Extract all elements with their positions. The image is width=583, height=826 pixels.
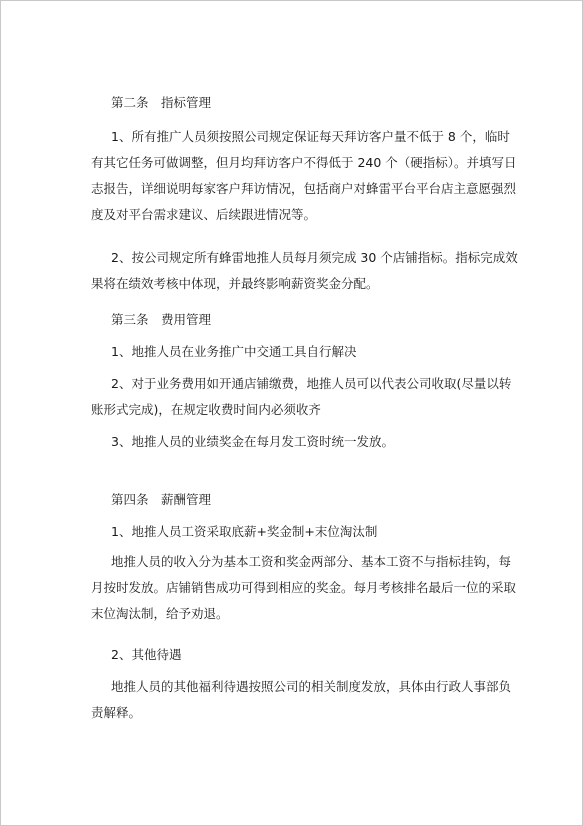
text-line: 地推人员的其他福利待遇按照公司的相关制度发放，具体由行政人事部负 bbox=[111, 679, 512, 694]
paragraph-store-quota bbox=[91, 245, 518, 297]
text-line: 1、地推人员在业务推广中交通工具自行解决 bbox=[111, 344, 357, 359]
paragraph-salary-structure bbox=[91, 519, 496, 545]
text-line: 账形式完成)，在规定收费时间内必须收齐 bbox=[91, 402, 321, 417]
text-line: 地推人员的收入分为基本工资和奖金两部分、基本工资不与指标挂钩，每 bbox=[111, 554, 512, 569]
section-heading-compensation-management: 第四条 薪酬管理 bbox=[111, 492, 212, 507]
text-line: 志报告，详细说明每家客户拜访情况，包括商户对蜂雷平台平台店主意愿强烈 bbox=[91, 181, 517, 196]
paragraph-other-benefits bbox=[91, 674, 512, 726]
paragraph-other-benefits-title bbox=[91, 642, 496, 668]
paragraph-business-fees bbox=[91, 371, 512, 423]
text-line: 1、所有推广人员须按照公司规定保证每天拜访客户量不低于 8 个，临时 bbox=[111, 129, 510, 144]
text-line: 有其它任务可做调整，但月均拜访客户不得低于 240 个（硬指标）。并填写日 bbox=[91, 155, 517, 170]
paragraph-bonus-payment bbox=[91, 429, 496, 455]
section-heading-expense-management: 第三条 费用管理 bbox=[111, 312, 212, 327]
text-line: 3、地推人员的业绩奖金在每月发工资时统一发放。 bbox=[111, 434, 394, 449]
paragraph-visit-quota bbox=[91, 124, 517, 228]
text-line: 1、地推人员工资采取底薪+奖金制+末位淘汰制 bbox=[111, 524, 378, 539]
text-line: 2、对于业务费用如开通店铺缴费，地推人员可以代表公司收取(尽量以转 bbox=[111, 376, 512, 391]
text-line: 度及对平台需求建议、后续跟进情况等。 bbox=[91, 207, 317, 222]
text-line: 末位淘汰制，给予劝退。 bbox=[91, 606, 229, 621]
text-line: 2、按公司规定所有蜂雷地推人员每月须完成 30 个店铺指标。指标完成效 bbox=[111, 250, 518, 265]
section-heading-indicator-management: 第二条 指标管理 bbox=[111, 95, 212, 110]
text-line: 果将在绩效考核中体现，并最终影响薪资奖金分配。 bbox=[91, 276, 379, 291]
text-line: 月按时发放。店铺销售成功可得到相应的奖金。每月考核排名最后一位的采取 bbox=[91, 580, 517, 595]
paragraph-transport bbox=[91, 339, 496, 365]
text-line: 2、其他待遇 bbox=[111, 647, 182, 662]
text-line: 责解释。 bbox=[91, 705, 142, 720]
paragraph-income-composition bbox=[91, 549, 517, 627]
